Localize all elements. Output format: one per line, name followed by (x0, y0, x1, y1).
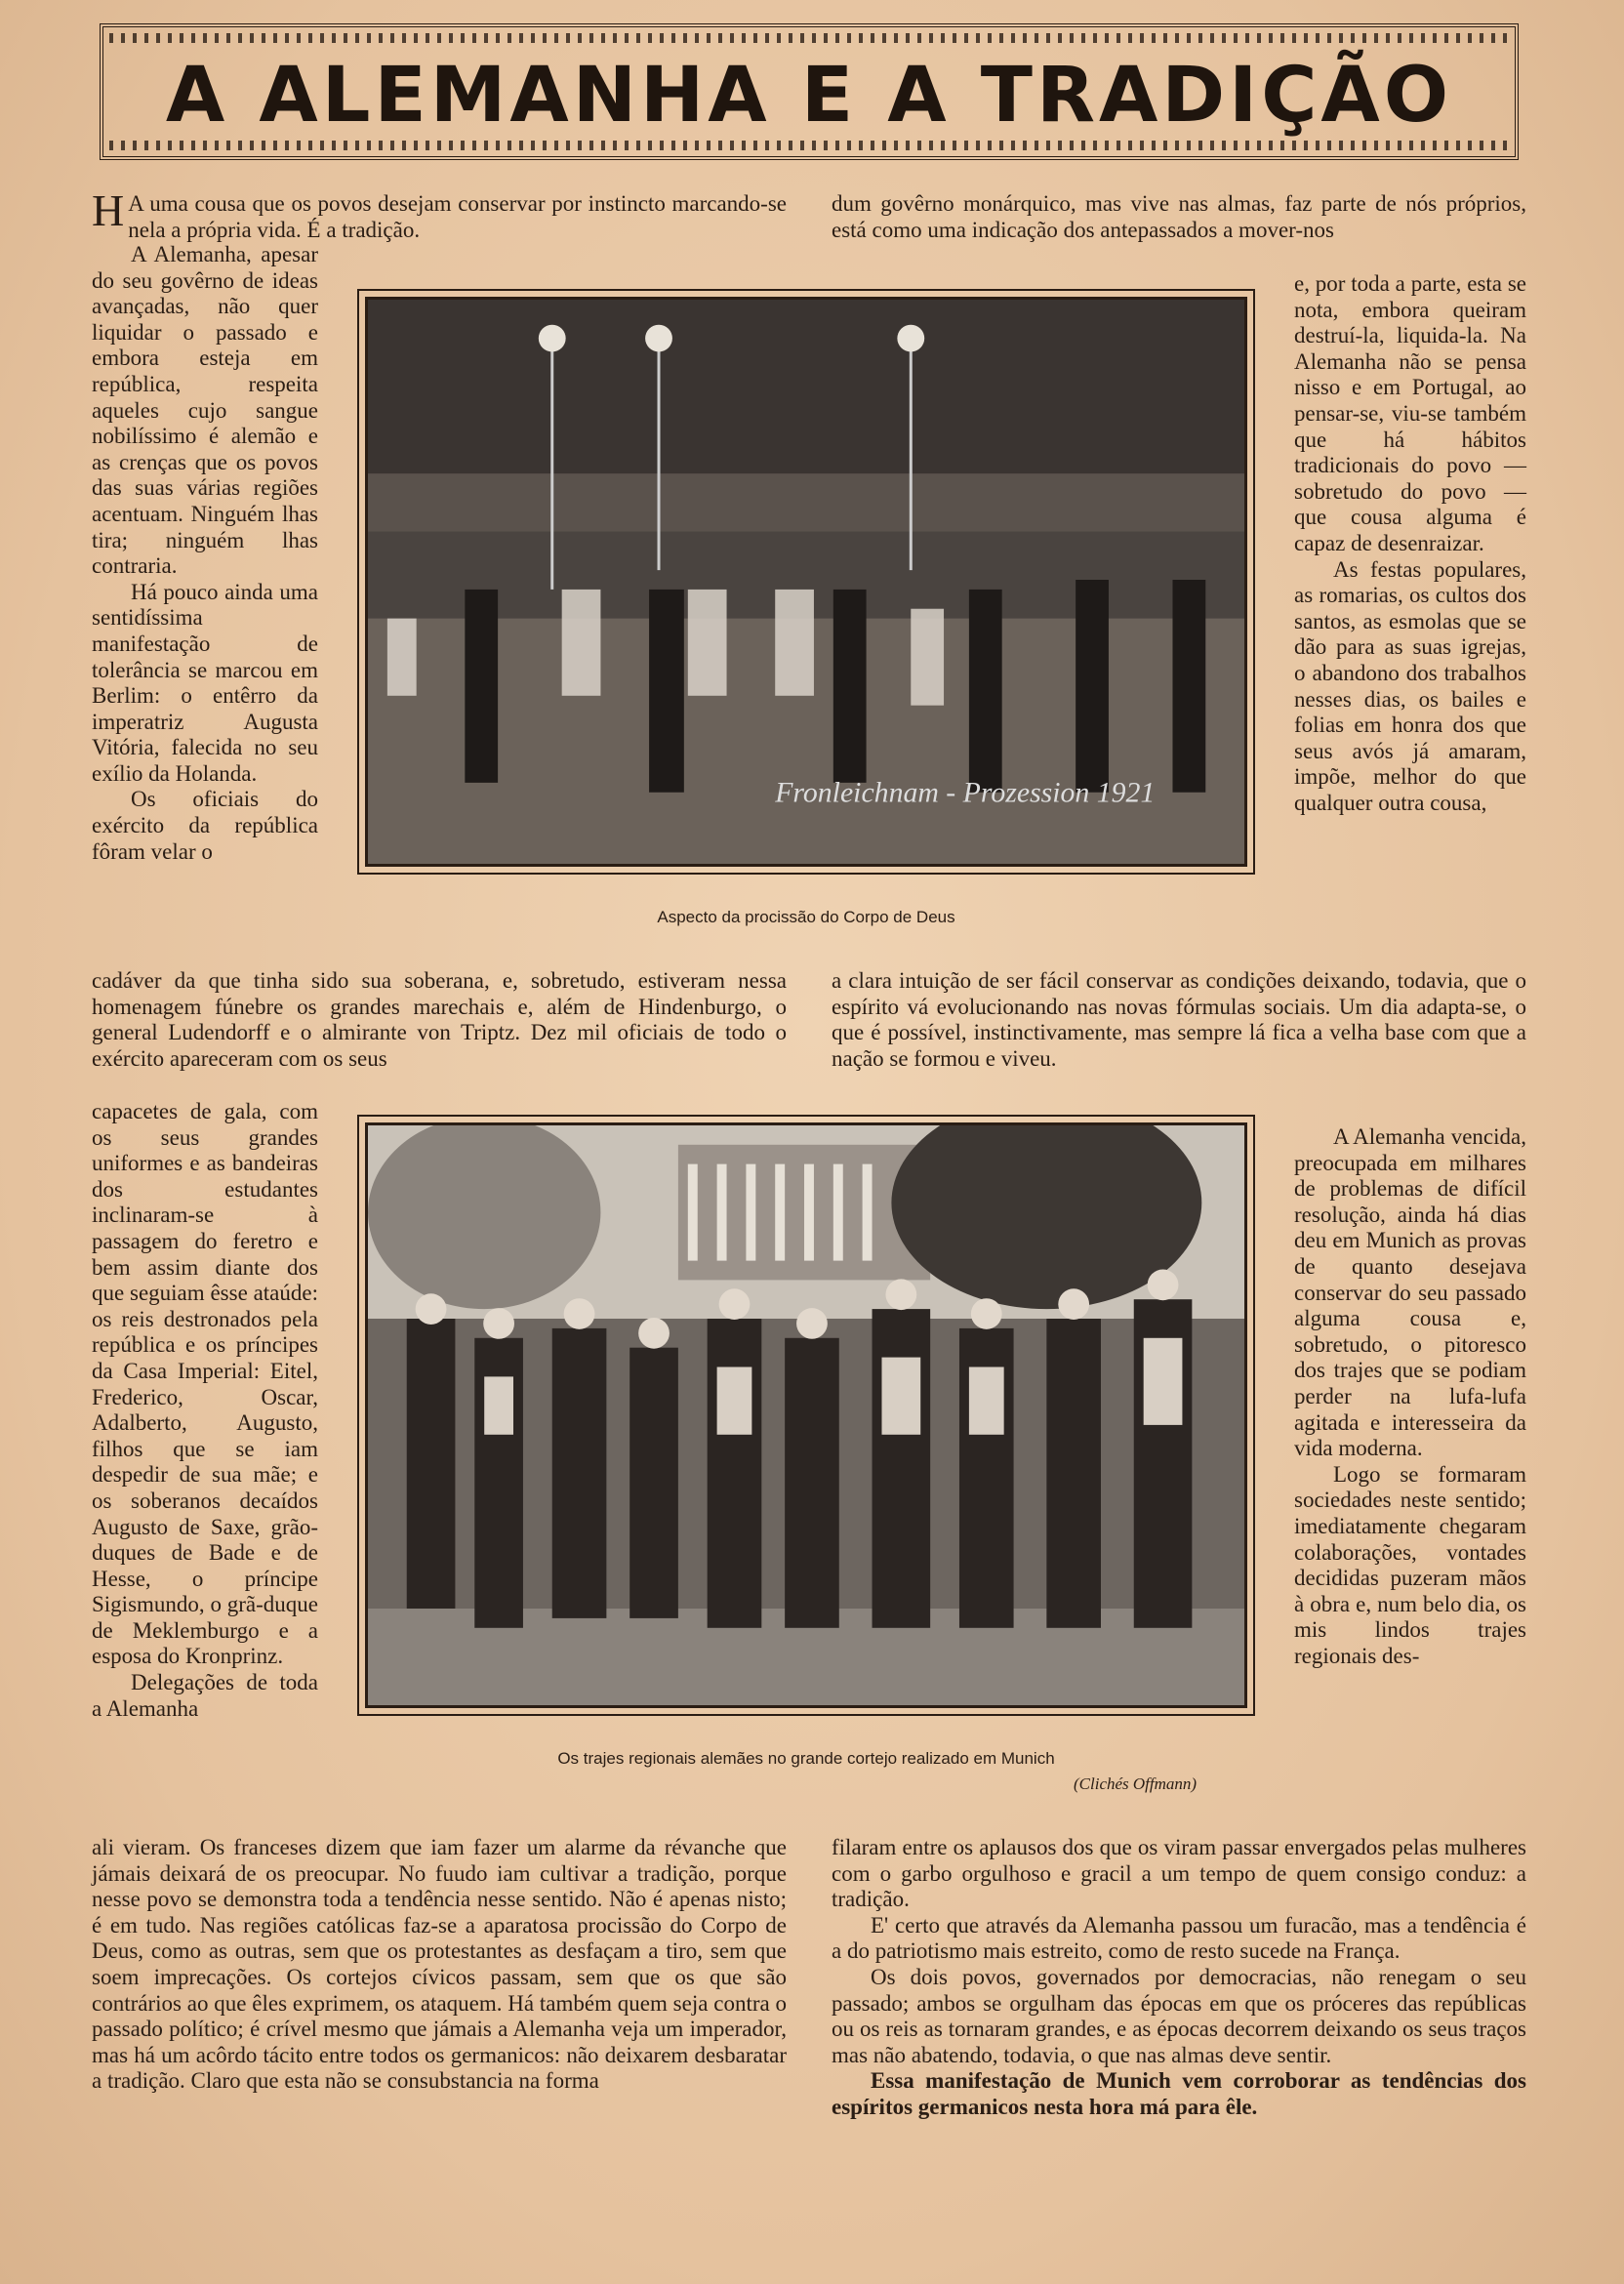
left-column-upper (92, 242, 318, 865)
paragraph: A Alemanha, apesar do seu govêrno de ideas avançadas, não quer liquidar o passado e embora esteja em república, respeita aqueles cujo sangue nobilíssimo é alemão e as crenças que os povos das suas várias regiões acentuam. Ninguém lhas tira; ninguém lhas contraria. (92, 242, 318, 579)
procession-photo (365, 297, 1247, 867)
left-column-middle: cadáver da que tinha sido sua soberana, e, sobretudo, estiveram nessa homenagem fúnebre os grandes marechais e, além de Hindenburgo, o general Ludendorff e o almirante von Triptz. Dez mil oficiais de todo o exército apareceram com os seus (92, 968, 787, 1071)
headline-frame (100, 23, 1519, 160)
photo-inscription: Fronleichnam - Prozession 1921 (775, 776, 1156, 809)
procession-image (368, 300, 1244, 864)
lead-paragraph: H A uma cousa que os povos desejam conservar por instincto marcando-se nela a própria vida. É a tradição. (92, 185, 787, 242)
right-column-lead: dum govêrno monárquico, mas vive nas almas, faz parte de nós próprios, está como uma indicação dos antepassados a mover-nos (832, 191, 1526, 242)
left-column-bottom: ali vieram. Os franceses dizem que iam fazer um alarme da révanche que jámais deixará de os preocupar. No fuudo iam cultivar a tradição, porque nesse povo se demonstra toda a tendência nesse sentido. Não é apenas nisto; é em tudo. Nas regiões católicas faz-se a aparatosa procissão do Corpo de Deus, como as outras, sem que os protestantes as desfaçam a tiro, sem que soem imprecações. Os cortejos cívicos passam, sem que os que são contrários ao que êles exprimem, os ataquem. Há também quem seja contra o passado político; é crível mesmo que jámais a Alemanha veja um imperador, mas há um acôrdo tácito entre todos os germanicos: não deixarem desbaratar a tradição. Claro que esta não se consubstancia na forma (92, 1835, 787, 2094)
right-column-middle: a clara intuição de ser fácil conservar as condições deixando, todavia, que o espírito vá evolucionando nas novas fórmulas sociais. Um dia adapta-se, o que é possível, instinctivamente, mas sempre lá fica a velha base com que a nação se formou e viveu. (832, 968, 1526, 1071)
right-column-bottom: filaram entre os aplausos dos que os viram passar envergados pelas mulheres com o garbo orgulhoso e gracil a um tempo de quem consigo conduz: a tradição. E' certo que através da Alemanha passou um furacão, mas a tendência é a do patriotismo mais estreito, como de resto sucede na França. Os dois povos, governados por democracias, não renegam o seu passado; ambos se orgulham das épocas em que os próceres das repúblicas ou os reis as tornaram grandes, e as épocas decorrem deixando os seus traços mas não abatendo, todavia, o que nas almas deve sentir. Essa manifestação de Munich vem corroborar as tendências dos espíritos germanicos nesta hora má para êle. (832, 1835, 1526, 2119)
procession-caption: Aspecto da procissão do Corpo de Deus (657, 908, 955, 926)
photo-credit: (Clichés Offmann) (1074, 1774, 1198, 1793)
headline: A ALEMANHA E A TRADIÇÃO (165, 52, 1453, 140)
right-column-upper: e, por toda a parte, esta se nota, embora queiram destruí-la, liquida-la. Na Alemanha não se pensa nisso e em Portugal, ao pensar-se, viu-se também que há hábitos tradicionais do povo — sobretudo do povo — que cousa alguma é capaz de desenraizar. As festas populares, as romarias, os cultos dos santos, as esmolas que se dão para as suas igrejas, o abandono dos trabalhos nesses dias, os bailes e folias em honra dos que seus avós já amaram, impõe, melhor do que qualquer outra cousa, (1294, 271, 1526, 815)
paragraph: Os oficiais do exército da república fôram velar o (92, 787, 318, 864)
costumes-photo (365, 1122, 1247, 1708)
costumes-image (368, 1125, 1244, 1705)
left-column-lower: capacetes de gala, com os seus grandes uniformes e as bandeiras dos estudantes inclinaram-se à passagem do feretro e bem assim diante dos que seguiam êsse ataúde: os reis destronados pela república e os príncipes da Casa Imperial: Eitel, Frederico, Oscar, Adalberto, Augusto, filhos que se iam despedir de sua mãe; e os soberanos decaídos Augusto de Saxe, grão-duques de Bade e de Hesse, o príncipe Sigismundo, o grã-duque de Meklemburgo e a esposa do Kronprinz. Delegações de toda a Alemanha (92, 1099, 318, 1721)
paragraph: Há pouco ainda uma sentidíssima manifestação de tolerância se marcou em Berlim: o entêrro da imperatriz Augusta Vitória, falecida no seu exílio da Holanda. (92, 579, 318, 786)
right-column-lower: A Alemanha vencida, preocupada em milhares de problemas de difícil resolução, ainda há dias deu em Munich as provas de quanto desejava conservar do seu passado alguma cousa e, sobretudo, o pitoresco dos trajes que se podiam perder na lufa-lufa agitada e interesseira da vida moderna. Logo se formaram sociedades neste sentido; imediatamente chegaram colaborações, vontades decididas puzeram mãos à obra e, num belo dia, os mis lindos trajes regionais des- (1294, 1124, 1526, 1668)
costumes-caption: Os trajes regionais alemães no grande cortejo realizado em Munich (557, 1749, 1055, 1768)
drop-cap: H (92, 185, 125, 235)
